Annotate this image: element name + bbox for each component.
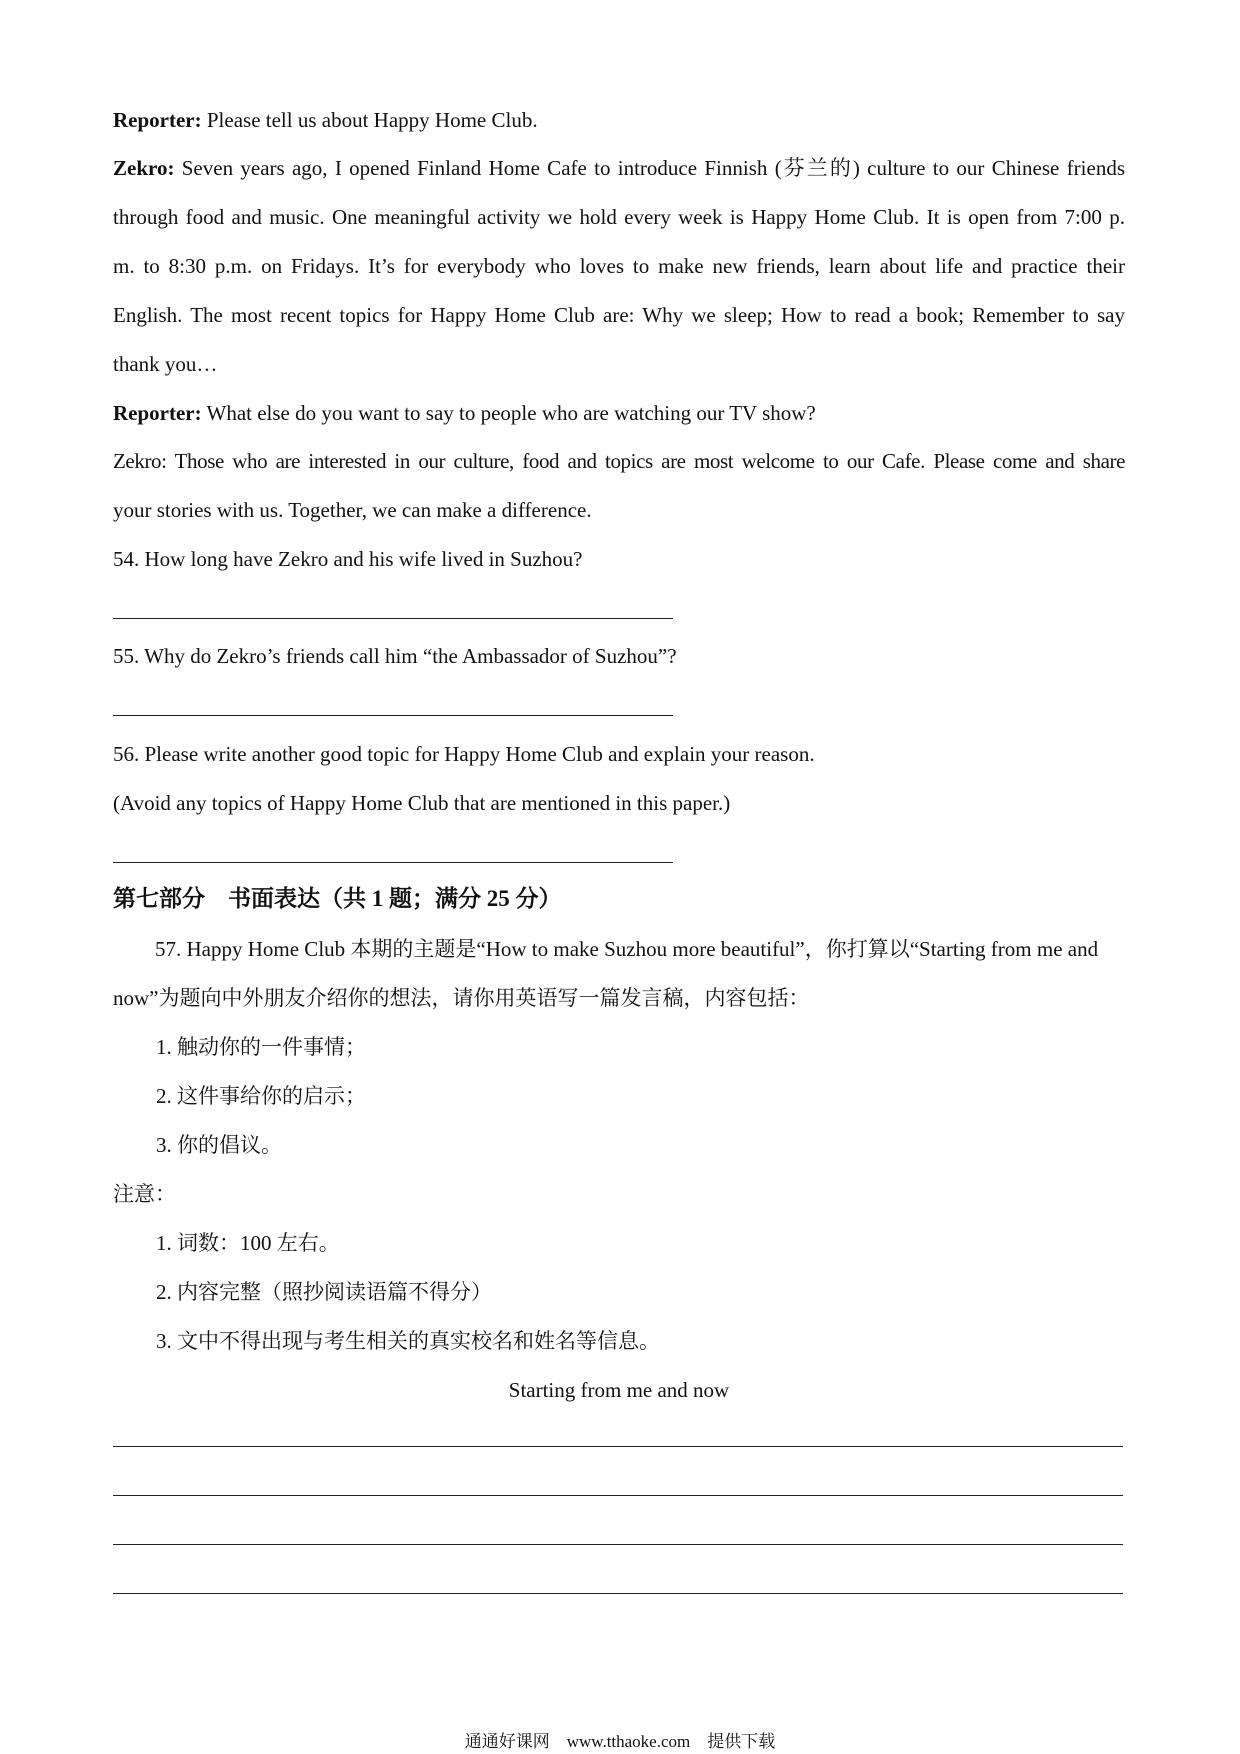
speaker-label: Reporter: (113, 401, 202, 425)
answer-line-55[interactable] (113, 715, 673, 716)
note-1: 1. 词数：100 左右。 (156, 1231, 340, 1255)
essay-writing-line[interactable] (113, 1544, 1123, 1545)
page-footer: 通通好课网 www.tthaoke.com 提供下载 (464, 1732, 776, 1751)
section-heading: 第七部分 书面表达（共 1 题；满分 25 分） (113, 886, 562, 911)
question-57-line-1: 57. Happy Home Club 本期的主题是“How to make Suzhou more beautiful”，你打算以“Starting from me and (155, 937, 1099, 961)
question-57-line-2: now”为题向中外朋友介绍你的想法，请你用英语写一篇发言稿，内容包括： (113, 986, 810, 1010)
content-point-1: 1. 触动你的一件事情； (156, 1035, 366, 1059)
essay-title: Starting from me and now (508, 1378, 730, 1402)
speaker-label: Zekro: (113, 156, 175, 180)
dialogue-line: English. The most recent topics for Happy Home Club are: Why we sleep; How to read a book; Remember to say (113, 303, 1125, 327)
dialogue-text: Seven years ago, I opened Finland Home Cafe to introduce Finnish (芬兰的) culture to our Chinese friends (174, 156, 1125, 180)
note-label: 注意： (113, 1182, 176, 1206)
answer-line-56[interactable] (113, 862, 673, 863)
dialogue-line-reporter-1 (113, 106, 1125, 134)
essay-writing-line[interactable] (113, 1593, 1123, 1594)
note-2: 2. 内容完整（照抄阅读语篇不得分） (156, 1280, 492, 1304)
question-55: 55. Why do Zekro’s friends call him “the Ambassador of Suzhou”? (113, 644, 677, 668)
dialogue-line-zekro-1 (113, 154, 1125, 182)
dialogue-line: through food and music. One meaningful activity we hold every week is Happy Home Club. It is open from 7:00 p. (113, 205, 1125, 229)
dialogue-text: Please tell us about Happy Home Club. (201, 108, 538, 132)
dialogue-line-zekro-2: Zekro: Those who are interested in our culture, food and topics are most welcome to our Cafe. Please come and share (113, 449, 1125, 473)
note-3: 3. 文中不得出现与考生相关的真实校名和姓名等信息。 (156, 1329, 660, 1353)
dialogue-line-reporter-2 (113, 399, 1125, 427)
answer-line-54[interactable] (113, 618, 673, 619)
dialogue-line: thank you… (113, 352, 218, 376)
essay-writing-line[interactable] (113, 1446, 1123, 1447)
question-56-note: (Avoid any topics of Happy Home Club that are mentioned in this paper.) (113, 791, 731, 815)
dialogue-line: your stories with us. Together, we can make a difference. (113, 498, 592, 522)
dialogue-line: m. to 8:30 p.m. on Fridays. It’s for everybody who loves to make new friends, learn about life and practice their (113, 254, 1125, 278)
question-54: 54. How long have Zekro and his wife lived in Suzhou? (113, 547, 583, 571)
essay-writing-line[interactable] (113, 1495, 1123, 1496)
content-point-2: 2. 这件事给你的启示； (156, 1084, 366, 1108)
question-56: 56. Please write another good topic for Happy Home Club and explain your reason. (113, 742, 815, 766)
dialogue-text: What else do you want to say to people who are watching our TV show? (201, 401, 816, 425)
speaker-label: Reporter: (113, 108, 202, 132)
content-point-3: 3. 你的倡议。 (156, 1133, 282, 1157)
